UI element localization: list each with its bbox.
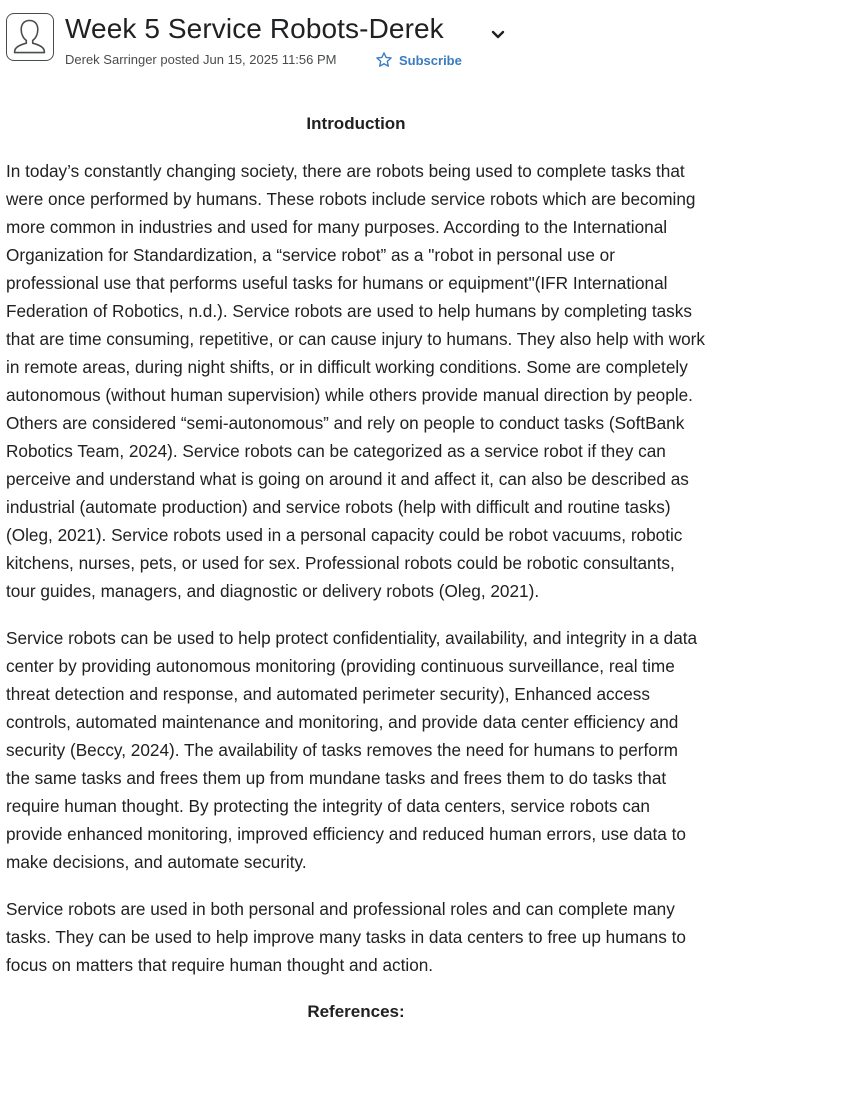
- post-body: [6, 110, 706, 1026]
- user-silhouette-icon: [7, 14, 52, 59]
- post-actions-menu-button[interactable]: [487, 23, 509, 45]
- post-header: [6, 13, 846, 73]
- subscribe-label: Subscribe: [399, 52, 462, 68]
- chevron-down-icon: [487, 23, 509, 45]
- star-outline-icon: [375, 51, 393, 69]
- body-paragraph: Service robots can be used to help protect confidentiality, availability, and integrity in a data center by providing autonomous monitoring (providing continuous surveillance, real time threat detection and response, and automated perimeter security), Enhanced access controls, automated maintenance and monitoring, and provide data center efficiency and security (Beccy, 2024). The availability of tasks removes the need for humans to perform the same tasks and frees them up from mundane tasks and frees them to do tasks that require human thought. By protecting the integrity of data centers, service robots can provide enhanced monitoring, improved efficiency and reduced human errors, use data to make decisions, and automate security.: [6, 628, 698, 872]
- subscribe-button[interactable]: [375, 50, 462, 70]
- body-paragraph: In today’s constantly changing society, there are robots being used to complete tasks that were once performed by humans. These robots include service robots which are becoming more common in industries and used for many purposes. According to the International Organization for Standardization, a “service robot” as a "robot in personal use or professional use that performs useful tasks for humans or equipment"(IFR International Federation of Robotics, n.d.). Service robots are used to help humans by completing tasks that are time consuming, repetitive, or can cause injury to humans. They also help with work in remote areas, during night shifts, or in difficult working conditions. Some are completely autonomous (without human supervision) while others provide manual direction by people. Others are considered “semi-autonomous” and rely on people to conduct tasks (SoftBank Robotics Team, 2024). Service robots can be categorized as a service robot if they can perceive and understand what is going on around it and affect it, can also be described as industrial (automate production) and service robots (help with difficult and routine tasks) (Oleg, 2021). Service robots used in a personal capacity could be robot vacuums, robotic kitchens, nurses, pets, or used for sex. Professional robots could be robotic consultants, tour guides, managers, and diagnostic or delivery robots (Oleg, 2021).: [6, 161, 705, 601]
- post-meta: Derek Sarringer posted Jun 15, 2025 11:56 PM: [65, 52, 337, 67]
- user-avatar-icon[interactable]: [6, 13, 54, 61]
- body-paragraph: Service robots are used in both personal and professional roles and can complete many tasks. They can be used to help improve many tasks in data centers to free up humans to focus on matters that require human thought and action.: [6, 899, 686, 975]
- post-title: Week 5 Service Robots-Derek: [65, 13, 444, 44]
- section-heading-references: References:: [307, 1002, 405, 1021]
- section-heading-introduction: Introduction: [306, 114, 406, 133]
